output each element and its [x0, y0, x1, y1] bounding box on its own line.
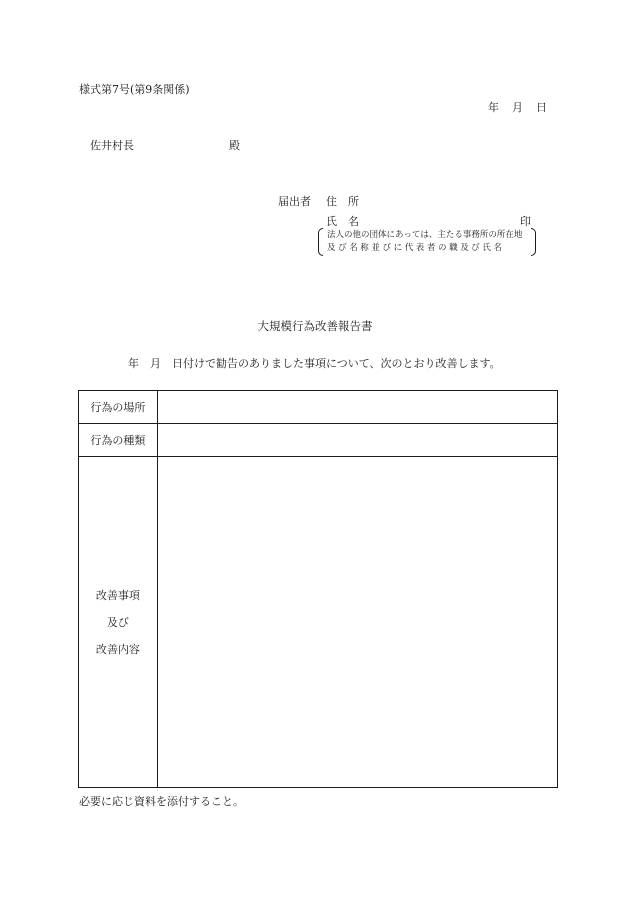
- improvement-field[interactable]: [157, 457, 557, 788]
- table-row: [79, 457, 558, 788]
- location-label: 行為の場所: [79, 391, 158, 424]
- left-bracket: [318, 228, 323, 256]
- improvement-label-line1: 改善事項: [95, 588, 140, 602]
- right-bracket: [531, 228, 536, 256]
- name-label: 氏 名: [326, 215, 359, 228]
- type-label: 行為の種類: [79, 424, 158, 457]
- address-label: 住 所: [326, 195, 359, 208]
- form-number: 様式第7号(第9条関係): [79, 83, 190, 96]
- report-table: [78, 390, 558, 788]
- improvement-label-line3: 改善内容: [95, 642, 140, 656]
- intro-text: 年 月 日付けで勧告のありました事項について、次のとおり改善します。: [128, 357, 501, 370]
- date-line: [488, 99, 547, 115]
- document-title: 大規模行為改善報告書: [257, 319, 373, 333]
- addressee-name: 佐井村長: [90, 139, 134, 152]
- date-day-label: 日: [536, 101, 547, 114]
- type-field[interactable]: [157, 424, 557, 457]
- filer-label: 届出者: [278, 195, 311, 208]
- table-row: [79, 424, 558, 457]
- corporation-note-line2: 及び名称並びに代表者の職及び氏名: [327, 243, 505, 253]
- corporation-note-line1: 法人の他の団体にあっては、主たる事務所の所在地: [327, 230, 523, 240]
- improvement-label-line2: 及び: [106, 615, 129, 629]
- addressee-honorific: 殿: [229, 139, 240, 152]
- date-year-label: 年: [488, 101, 499, 114]
- table-row: [79, 391, 558, 424]
- seal-mark: 印: [520, 215, 531, 228]
- location-field[interactable]: [157, 391, 557, 424]
- improvement-label: [79, 457, 158, 788]
- date-month-label: 月: [512, 101, 523, 114]
- corporation-note: [318, 228, 536, 256]
- footnote: 必要に応じ資料を添付すること。: [79, 795, 244, 808]
